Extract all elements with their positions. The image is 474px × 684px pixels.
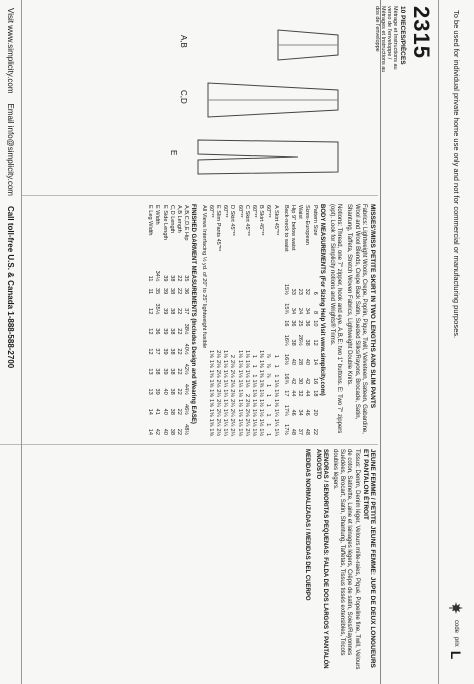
table-cell: E Side Length — [161, 205, 168, 241]
table-cell: 15¾ — [282, 303, 289, 315]
table-cell: 1⅝ — [207, 350, 214, 358]
price-code-label: code — [453, 620, 459, 634]
yardage-row — [214, 204, 221, 437]
table-cell: 1 — [265, 423, 272, 427]
table-cell: 1¼ — [222, 418, 229, 427]
table-cell: 12 — [147, 348, 154, 355]
table-cell: 1⅛ — [236, 359, 243, 368]
table-cell: 2⅛ — [229, 389, 236, 398]
table-cell: 1 — [265, 393, 272, 398]
garment-sketches — [22, 0, 378, 196]
table-cell: 1⅜ — [258, 379, 265, 388]
table-cell: 1⅝ — [207, 379, 214, 388]
title-english: MISSES'/MISS PETITE SKIRT IN TWO LENGTHS AND SLIM PANTS — [369, 204, 376, 409]
table-cell: 2 — [229, 354, 236, 358]
table-cell: 22 — [175, 408, 182, 415]
table-cell: 14 — [147, 408, 154, 415]
contact-footer — [0, 0, 22, 684]
table-cell: 22 — [175, 388, 182, 395]
finished-measurements-title: FINISHED GARMENT MEASUREMENTS (Includes Design and Wearing EASE) — [190, 204, 197, 424]
body-measurement-row — [310, 204, 317, 436]
table-cell: 1¼ — [272, 428, 279, 437]
table-cell: 38 — [168, 328, 175, 335]
table-cell: Pattern Size — [311, 205, 318, 236]
table-cell: 1⅛ — [243, 379, 250, 388]
table-cell — [199, 418, 206, 428]
table-cell: 11 — [147, 275, 154, 282]
table-cell: 39 — [161, 348, 168, 355]
table-cell: 22 — [175, 308, 182, 315]
table-cell: 17 — [282, 390, 289, 397]
body-measurement-row — [303, 204, 310, 436]
table-cell — [199, 388, 206, 398]
spanish-subtitle: SENORAS / SENORITAS PEQUENAS: FALDA DE DOS LARGOS Y PANTALÓN ANGOSTO — [314, 449, 328, 669]
table-cell: 37 — [154, 348, 161, 355]
table-cell: 1⅛ — [272, 389, 279, 398]
table-cell: 1⅛ — [236, 389, 243, 398]
table-cell: 1⅝ — [207, 389, 214, 398]
table-cell: A,B Length — [175, 205, 182, 233]
table-cell: 37 — [297, 428, 304, 435]
table-cell: 25 — [297, 320, 304, 327]
table-cell: 1⅛ — [243, 359, 250, 368]
table-cell: 8 — [311, 311, 318, 315]
table-cell: E Slim Pants 45"** — [214, 205, 221, 252]
table-cell — [199, 369, 206, 379]
table-cell: 2½ — [214, 428, 221, 437]
table-cell: 1 — [250, 374, 257, 378]
website-text: Visit www.simplicity.com — [6, 8, 15, 94]
table-cell: 22 — [175, 328, 182, 335]
table-cell: B Skirt 45"** — [258, 205, 265, 236]
table-cell: 20 — [311, 409, 318, 416]
table-cell: 18 — [311, 390, 318, 397]
table-cell: 38 — [304, 339, 311, 346]
table-cell: 2⅛ — [229, 379, 236, 388]
table-cell: 1⅛ — [272, 379, 279, 388]
table-cell: 16 — [282, 320, 289, 327]
table-cell: 36 — [289, 320, 296, 327]
table-cell: 1 — [265, 413, 272, 417]
body-measurement-row — [289, 204, 296, 436]
table-cell: 2⅛ — [214, 350, 221, 358]
table-cell: 38 — [289, 339, 296, 346]
table-cell: 1¼ — [222, 428, 229, 437]
table-cell — [199, 398, 206, 408]
table-cell: E Leg Width — [147, 205, 154, 236]
table-cell: 38 — [168, 288, 175, 295]
table-cell: Hip 9" below waist — [289, 205, 296, 251]
body-measurement-row — [296, 204, 303, 436]
table-cell: 40½ — [183, 343, 190, 355]
table-cell: 2⅛ — [243, 399, 250, 407]
table-cell: 1¼ — [272, 418, 279, 427]
table-cell: 1⅜ — [258, 369, 265, 378]
table-cell: 14 — [311, 358, 318, 365]
table-cell: 1½ — [258, 428, 265, 437]
table-cell: 2¼ — [214, 418, 221, 427]
table-cell: 22 — [175, 288, 182, 295]
table-cell: 1⅛ — [236, 350, 243, 358]
table-cell: 32 — [297, 390, 304, 397]
table-cell: 14 — [147, 428, 154, 435]
table-cell: D Skirt 45"** — [229, 205, 236, 236]
table-cell: E Width — [154, 205, 161, 225]
finished-measurement-row — [182, 204, 189, 436]
spanish-title: MEDIDAS NORMALIZADAS / MEDIDAS DEL CUERPO — [304, 449, 311, 601]
table-cell: 34½ — [154, 270, 161, 282]
table-cell: 1¼ — [222, 379, 229, 388]
table-cell: 1¼ — [222, 408, 229, 417]
table-cell: A,B,C,D,E Hip — [183, 205, 190, 241]
skirt-cd-sketch — [198, 75, 348, 125]
table-cell: 1½ — [258, 389, 265, 398]
email-text: Email info@simplicity.com — [6, 103, 15, 196]
table-cell: 38½ — [183, 323, 190, 335]
table-cell: 1¼ — [222, 389, 229, 398]
figure-label-cd: C,D — [179, 90, 188, 104]
finished-measurement-row — [160, 204, 167, 436]
table-cell: 1⅛ — [236, 418, 243, 427]
table-cell — [199, 408, 206, 418]
table-cell: 37 — [183, 308, 190, 315]
table-cell: 39 — [161, 288, 168, 295]
table-cell: 38 — [168, 368, 175, 375]
table-cell: C,D Length — [168, 205, 175, 234]
table-cell: 17½ — [282, 424, 289, 435]
yardage-row — [250, 204, 257, 437]
table-cell: 1⅛ — [222, 359, 229, 368]
table-cell: 10 — [311, 320, 318, 327]
table-cell: 1⅛ — [236, 379, 243, 388]
table-cell: 38 — [168, 408, 175, 415]
table-cell: 1⅝ — [207, 408, 214, 417]
table-cell: 2¼ — [243, 418, 250, 427]
table-cell: 1½ — [258, 399, 265, 407]
table-cell: 38 — [168, 308, 175, 315]
yardage-table — [199, 204, 278, 437]
table-cell: 12 — [147, 308, 154, 315]
table-cell: 44 — [289, 390, 296, 397]
finished-measurement-row — [168, 204, 175, 436]
table-cell: 2⅛ — [214, 379, 221, 388]
table-cell: 1⅝ — [207, 369, 214, 378]
table-cell: 1⅛ — [243, 369, 250, 378]
table-cell: 1 — [272, 364, 279, 368]
table-cell: 2¼ — [214, 408, 221, 417]
table-cell: 1⅛ — [222, 369, 229, 378]
table-cell: 40 — [161, 428, 168, 435]
table-cell: All Views Interfacing ½ yd. of 20" to 25" lightweight fusible — [200, 205, 207, 349]
table-cell: 34 — [289, 307, 296, 315]
table-cell: 38 — [168, 388, 175, 395]
table-cell: 13 — [147, 368, 154, 375]
table-cell: 1⅛ — [222, 350, 229, 358]
pants-e-sketch — [188, 130, 348, 185]
table-cell: 1 — [272, 374, 279, 378]
table-cell: 1⅛ — [236, 369, 243, 378]
table-cell: 17¼ — [282, 404, 289, 416]
table-cell: 48 — [289, 428, 296, 435]
yardage-row — [271, 204, 278, 437]
table-cell: 12 — [147, 328, 154, 335]
table-cell: 1⅛ — [250, 408, 257, 417]
table-cell: 36 — [183, 288, 190, 295]
maple-leaf-icon — [448, 600, 464, 616]
table-cell: 1⅛ — [250, 428, 257, 437]
finished-measurements-table — [146, 204, 189, 436]
table-cell: 39 — [161, 308, 168, 315]
table-cell: 24 — [297, 307, 304, 315]
title-french: JEUNE FEMME / PETITE JEUNE FEMME: JUPE DE DEUX LONGUEURS ET PANTALON ÉTROIT — [361, 449, 376, 668]
table-cell: 15½ — [282, 284, 289, 295]
yardage-row — [228, 204, 235, 437]
top-strip — [438, 0, 474, 684]
table-cell: 60"** — [222, 205, 229, 218]
table-cell: 1⅛ — [250, 399, 257, 407]
table-cell: 1¼ — [272, 408, 279, 417]
table-cell: 16¼ — [282, 334, 289, 346]
pieces-count: 10 PIECES/PIÈCES — [399, 6, 406, 65]
table-cell: 2¼ — [214, 399, 221, 407]
table-cell: 1 — [272, 354, 279, 358]
table-cell: 2⅛ — [214, 369, 221, 378]
table-cell: C Skirt 45"** — [243, 205, 250, 236]
yardage-row — [199, 204, 206, 437]
table-cell: 32 — [304, 288, 311, 295]
price-code-value: L — [448, 650, 464, 660]
table-cell: 46 — [289, 409, 296, 416]
table-cell — [199, 379, 206, 389]
table-cell: 2¼ — [243, 428, 250, 437]
envelope-header — [374, 0, 438, 684]
table-cell: 39 — [154, 388, 161, 395]
table-cell: 1 — [250, 354, 257, 358]
fabrics-english: Fabrics: Lightweight Wools, Crepe, Poplin, Pique, Twill, Velveteen, Sateen, Gabardine, Wool and Wool Blends, Crepe Back Satin, Sueded Silks/Rayons, Brocade, Satin, Shantung, Taffeta, Stretch Woven Fabrics, Lightweight Double Knits. — [346, 204, 367, 434]
table-cell: 1⅛ — [243, 350, 250, 358]
table-cell: 16¾ — [282, 373, 289, 385]
table-cell: 1 — [265, 403, 272, 407]
table-cell: 1⅝ — [207, 359, 214, 368]
table-cell: Back-neck to waist — [282, 205, 289, 252]
table-cell: 60"** — [207, 205, 214, 218]
table-cell: ⅞ — [265, 363, 272, 368]
table-cell: 11 — [147, 288, 154, 295]
body-measurements-title: BODY MEASUREMENTS (For Sizing Help Visit www.simplicity.com) — [318, 204, 325, 396]
table-cell: 6 — [311, 291, 318, 295]
body-measurement-row — [282, 204, 289, 436]
table-cell: 39 — [161, 275, 168, 282]
table-cell: 16½ — [282, 354, 289, 365]
table-cell — [199, 349, 206, 359]
price-code-box — [440, 600, 472, 680]
table-cell: 1 — [265, 384, 272, 388]
table-cell: 44 — [304, 390, 311, 397]
table-cell: 13 — [147, 388, 154, 395]
yardage-row — [235, 204, 242, 437]
table-cell: 22 — [175, 428, 182, 435]
table-cell: 44½ — [183, 383, 190, 395]
table-cell: 2⅛ — [243, 408, 250, 417]
table-cell: 1¼ — [222, 399, 229, 407]
table-cell: 1⅝ — [207, 418, 214, 427]
table-cell: 2 — [243, 393, 250, 398]
table-cell: 34 — [297, 409, 304, 416]
yardage-notice: Mètrage et Instructions au verso de l'enveloppe / Métrages et Instructions au dos de l'enveloppe — [374, 6, 398, 73]
table-cell: 1⅜ — [258, 359, 265, 368]
table-cell: 22 — [311, 428, 318, 435]
table-cell: 2¼ — [229, 428, 236, 437]
table-cell: 1⅛ — [236, 399, 243, 407]
table-cell: 46½ — [183, 403, 190, 415]
table-cell: 1⅝ — [207, 399, 214, 407]
content-columns — [22, 200, 378, 684]
table-cell: 35 — [154, 288, 161, 295]
finished-measurement-row — [153, 204, 160, 436]
table-cell: 16 — [311, 377, 318, 385]
table-cell: 1⅜ — [258, 350, 265, 358]
pattern-number: 2315 — [409, 6, 434, 59]
table-cell — [199, 359, 206, 369]
table-cell: 60"** — [250, 205, 257, 218]
table-cell: 28 — [297, 358, 304, 365]
table-cell: Sizes-European — [304, 205, 311, 245]
finished-measurement-row — [175, 204, 182, 436]
table-cell: Waist — [297, 205, 304, 219]
table-cell: 1⅛ — [272, 399, 279, 407]
table-cell: 46 — [304, 409, 311, 416]
price-prix-label: prix — [453, 637, 459, 647]
figure-label-ab: A,B — [179, 35, 188, 48]
finished-measurement-row — [146, 204, 153, 436]
table-cell: 38 — [168, 428, 175, 435]
table-cell: 1⅛ — [236, 428, 243, 437]
table-cell: 1⅛ — [250, 389, 257, 398]
table-cell: 39 — [161, 328, 168, 335]
table-cell: 2⅛ — [229, 359, 236, 368]
fabrics-french: Tissus: Denim, Denim léger, Velours mille-raies, Piqué, Popeline fine, Twill, Velours de coton, Satinette, Laine et lainages légers, Crêpe de satin, Soies/Rayonnes Suédées, Brocart, Satin, Shantung, Taffetas, Tissus tissés extensibles, Tricots doubles légers. — [331, 449, 360, 670]
french-spanish-column — [0, 444, 378, 680]
table-cell: 40 — [289, 358, 296, 365]
table-cell: 22 — [175, 348, 182, 355]
table-cell: 36 — [304, 320, 311, 327]
phone-text: Call toll-free U.S. & Canada 1-888-588-2700 — [6, 205, 15, 369]
yardage-row — [207, 204, 214, 437]
notions-english: Notions: Thread, one 7" zipper, hook and eye. A,B,E: two 1" buttons. E: Two 7" zippers (opt). Look for Simplicity notions and Wrights® Trims. — [328, 204, 343, 434]
table-cell: 1 — [265, 433, 272, 437]
copyright-notice: To be used for individual private home use only and not for commercial or manufacturing purposes. — [452, 10, 461, 339]
table-cell: 48½ — [183, 424, 190, 435]
table-cell: 2¼ — [214, 389, 221, 398]
english-column — [0, 200, 378, 440]
table-cell: 1½ — [258, 408, 265, 417]
yardage-row — [257, 204, 264, 437]
table-cell: 40 — [161, 408, 168, 415]
table-cell: 39 — [161, 368, 168, 375]
table-cell: 1⅝ — [207, 428, 214, 437]
table-cell: 30 — [297, 377, 304, 385]
table-cell: 38 — [168, 348, 175, 355]
table-cell: 38 — [154, 368, 161, 375]
figure-label-e: E — [169, 150, 178, 156]
table-cell: 2¼ — [229, 399, 236, 407]
table-cell: 40 — [161, 388, 168, 395]
table-cell: 48 — [304, 428, 311, 435]
table-cell: 22 — [175, 275, 182, 282]
table-cell: 42 — [154, 428, 161, 435]
table-cell: 60"** — [265, 205, 272, 218]
table-cell: 41 — [154, 408, 161, 415]
table-cell: 34 — [304, 307, 311, 315]
table-cell: 2¼ — [229, 408, 236, 417]
table-cell: 2¼ — [229, 418, 236, 427]
table-cell: 42½ — [183, 363, 190, 375]
table-cell: 26½ — [297, 334, 304, 346]
skirt-ab-sketch — [198, 20, 348, 70]
table-cell: ⅞ — [265, 353, 272, 358]
table-cell: 38 — [168, 275, 175, 282]
table-cell: ⅞ — [265, 372, 272, 378]
table-cell: 42 — [289, 377, 296, 385]
table-cell: 33 — [289, 288, 296, 295]
table-cell: 1⅛ — [250, 418, 257, 427]
table-cell: 1⅛ — [236, 408, 243, 417]
table-cell: 22 — [175, 368, 182, 375]
yardage-row — [243, 204, 250, 437]
table-cell: 1⅛ — [250, 379, 257, 388]
table-cell: 2⅛ — [229, 369, 236, 378]
table-cell — [199, 427, 206, 437]
table-cell: 12 — [311, 339, 318, 346]
body-measurements-table — [282, 204, 318, 436]
yardage-row — [264, 204, 271, 437]
table-cell: 1½ — [258, 418, 265, 427]
table-cell: 36 — [154, 328, 161, 335]
table-cell: 1 — [250, 364, 257, 368]
table-cell: 60"** — [236, 205, 243, 218]
table-cell: 40 — [304, 358, 311, 365]
table-cell: 2⅛ — [214, 359, 221, 368]
table-cell: 23 — [297, 288, 304, 295]
table-cell: 35½ — [154, 303, 161, 315]
table-cell: 35 — [183, 275, 190, 282]
table-cell: 42 — [304, 377, 311, 385]
yardage-row — [221, 204, 228, 437]
table-cell: A Skirt 45"** — [272, 205, 279, 236]
